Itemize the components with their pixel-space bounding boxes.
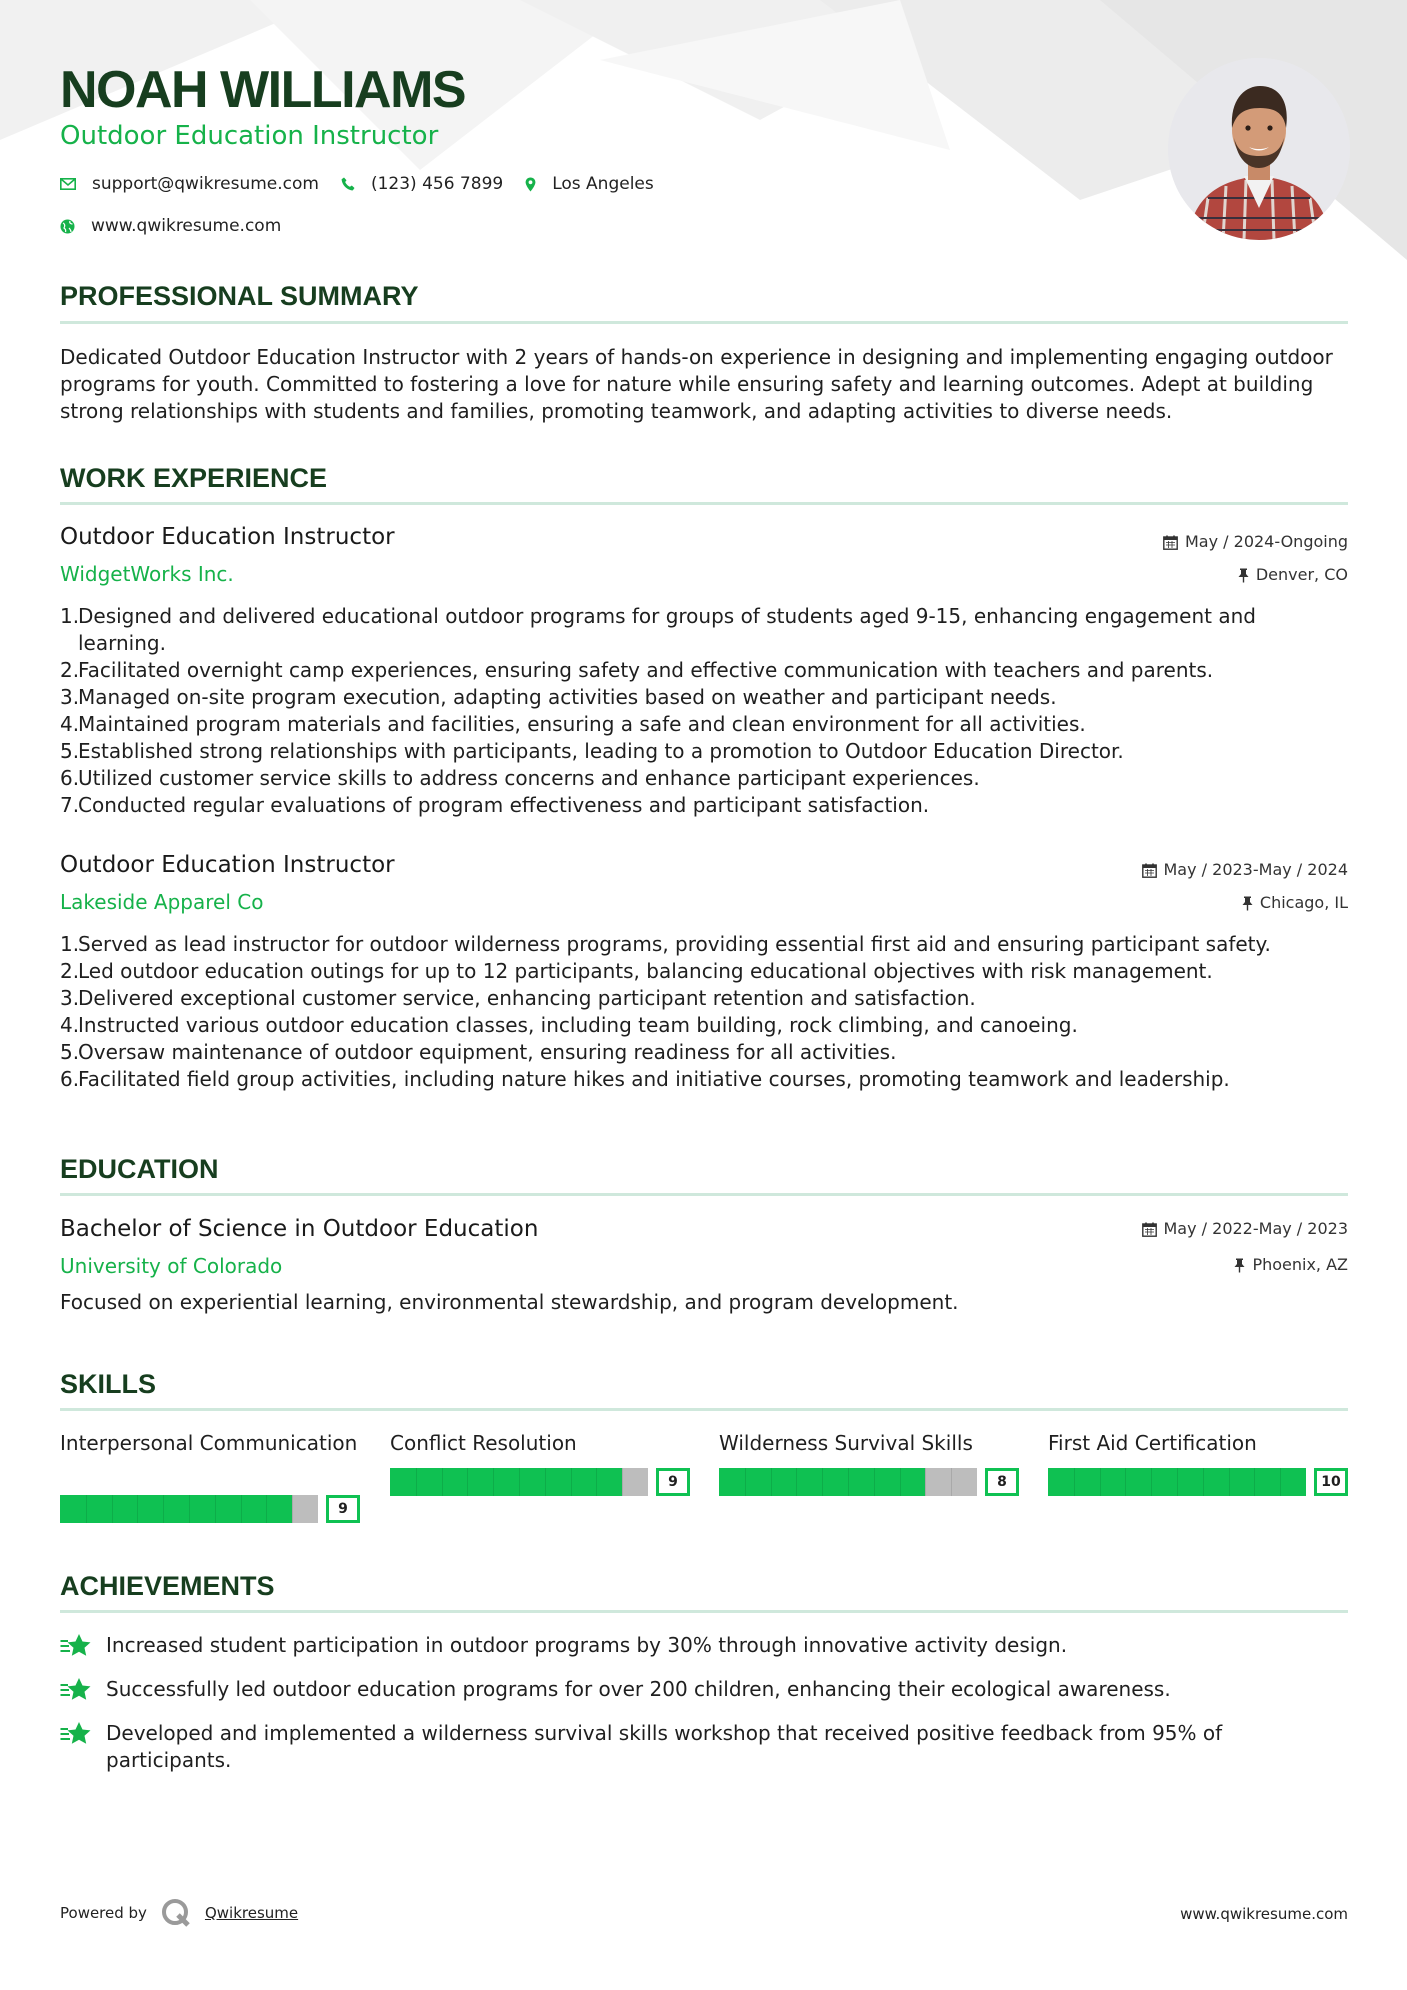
footer-website[interactable]: www.qwikresume.com [1180, 1905, 1348, 1923]
summary-heading: PROFESSIONAL SUMMARY [60, 281, 419, 311]
skill-segment [137, 1495, 138, 1523]
skill-segment [1177, 1468, 1178, 1496]
skill-segment [796, 1468, 797, 1496]
job-dates [1142, 859, 1349, 881]
skill-segment [519, 1468, 520, 1496]
list-item: 1. Designed and delivered educational outdoor programs for groups of students aged 9-15, enhancing engagement and learning. [60, 604, 1256, 655]
candidate-role: Outdoor Education Instructor [60, 121, 439, 151]
school-name: University of Colorado [60, 1254, 283, 1278]
list-item: 7. Conducted regular evaluations of program effectiveness and participant satisfaction. [60, 793, 930, 817]
skill-segment [1280, 1468, 1281, 1496]
education-heading: EDUCATION [60, 1154, 219, 1184]
degree-title: Bachelor of Science in Outdoor Education [60, 1216, 539, 1242]
job-title: Outdoor Education Instructor [60, 524, 395, 550]
pushpin-icon [1242, 896, 1253, 911]
list-item: 1. Served as lead instructor for outdoor wilderness programs, providing essential first aid and ensuring participant safety. [60, 932, 1271, 956]
skill-segment [1125, 1468, 1126, 1496]
envelope-icon [60, 178, 76, 190]
education-location-text: Phoenix, AZ [1252, 1255, 1348, 1274]
candidate-name: NOAH WILLIAMS [60, 61, 466, 119]
skill-segment [900, 1468, 901, 1496]
skill-segment [951, 1468, 952, 1496]
skill-level-bar [60, 1495, 360, 1523]
list-item: 5. Oversaw maintenance of outdoor equipment, ensuring readiness for all activities. [60, 1040, 897, 1064]
skill-segment [189, 1495, 190, 1523]
skill-fill [390, 1468, 622, 1496]
skill-segment [848, 1468, 849, 1496]
footer-powered-by [60, 1898, 298, 1928]
achievement-text: Successfully led outdoor education programs for over 200 children, enhancing their ecological awareness. [106, 1677, 1171, 1701]
skill-segment [1229, 1468, 1230, 1496]
profile-photo [1168, 58, 1350, 240]
skill-score: 9 [656, 1468, 690, 1496]
skill-segment [925, 1468, 926, 1496]
skill-segment [467, 1468, 468, 1496]
skill-item [390, 1430, 690, 1490]
skill-segment [215, 1495, 216, 1523]
achievement-item [60, 1676, 1348, 1703]
skill-segment [1254, 1468, 1255, 1496]
company-name: WidgetWorks Inc. [60, 562, 234, 586]
section-divider [60, 1408, 1348, 1411]
skill-segment [112, 1495, 113, 1523]
skill-segment [416, 1468, 417, 1496]
contact-row [60, 172, 676, 196]
achievement-text: Increased student participation in outdoor programs by 30% through innovative activity design. [106, 1633, 1068, 1657]
list-item: 3. Managed on-site program execution, adapting activities based on weather and participant needs. [60, 685, 1057, 709]
skill-level-bar [719, 1468, 1019, 1496]
education-dates-text: May / 2022-May / 2023 [1163, 1219, 1348, 1238]
job-location [1242, 892, 1348, 914]
job-location [1238, 564, 1348, 586]
job-dates [1163, 531, 1348, 553]
skill-score: 8 [985, 1468, 1019, 1496]
experience-heading: WORK EXPERIENCE [60, 463, 328, 493]
summary-text: Dedicated Outdoor Education Instructor with 2 years of hands-on experience in designing and implementing engaging outdoor programs for youth. Committed to fostering a love for nature while ensuring safety and learning outcomes. Adept at building strong relationships with students and families, promoting teamwork, and adapting activities to diverse needs. [60, 345, 1333, 423]
skill-segment [622, 1468, 623, 1496]
star-award-icon [60, 1721, 92, 1747]
section-divider [60, 1193, 1348, 1196]
skills-heading: SKILLS [60, 1369, 157, 1399]
skill-segment [266, 1495, 267, 1523]
powered-by-label: Powered by [60, 1904, 147, 1922]
job-dates-text: May / 2024-Ongoing [1185, 532, 1348, 551]
skill-name: Wilderness Survival Skills [719, 1431, 973, 1455]
skill-segment [163, 1495, 164, 1523]
education-dates [1142, 1218, 1349, 1240]
skill-segment [745, 1468, 746, 1496]
list-item: 4. Maintained program materials and facilities, ensuring a safe and clean environment for all activities. [60, 712, 1086, 736]
job-dates-text: May / 2023-May / 2024 [1163, 860, 1348, 879]
skill-score: 9 [326, 1495, 360, 1523]
job-responsibilities [60, 603, 1348, 819]
skill-score: 10 [1314, 1468, 1348, 1496]
skill-segment [86, 1495, 87, 1523]
list-item: 3. Delivered exceptional customer service, enhancing participant retention and satisfaction. [60, 986, 976, 1010]
skill-segment [571, 1468, 572, 1496]
section-divider [60, 321, 1348, 324]
section-divider [60, 502, 1348, 505]
company-name: Lakeside Apparel Co [60, 890, 264, 914]
skill-segment [874, 1468, 875, 1496]
achievement-item [60, 1720, 1348, 1774]
skill-level-bar [1048, 1468, 1348, 1496]
map-pin-icon [525, 177, 536, 192]
globe-icon [60, 219, 75, 234]
list-item: 5. Established strong relationships with participants, leading to a promotion to Outdoor Education Director. [60, 739, 1124, 763]
pushpin-icon [1234, 1258, 1245, 1273]
skill-segment [1203, 1468, 1204, 1496]
skill-segment [292, 1495, 293, 1523]
job-location-text: Denver, CO [1255, 565, 1348, 584]
skill-segment [1151, 1468, 1152, 1496]
list-item: 2. Led outdoor education outings for up to 12 participants, balancing educational objectives with risk management. [60, 959, 1213, 983]
contact-email[interactable] [60, 174, 319, 194]
skill-fill [60, 1495, 292, 1523]
qwikresume-logo-icon [161, 1898, 191, 1928]
skill-name: Interpersonal Communication [60, 1431, 358, 1455]
education-description: Focused on experiential learning, environmental stewardship, and program development. [60, 1290, 959, 1314]
skill-segment [822, 1468, 823, 1496]
job-responsibilities [60, 931, 1348, 1093]
pushpin-icon [1238, 568, 1249, 583]
phone-icon [341, 177, 355, 191]
location-text: Los Angeles [552, 174, 654, 194]
job-title: Outdoor Education Instructor [60, 852, 395, 878]
skill-segment [545, 1468, 546, 1496]
list-item: 6. Facilitated field group activities, including nature hikes and initiative courses, promoting teamwork and leadership. [60, 1067, 1230, 1091]
contact-website[interactable] [60, 216, 281, 236]
website-text: www.qwikresume.com [91, 216, 282, 236]
skill-name: Conflict Resolution [390, 1431, 577, 1455]
education-location [1234, 1254, 1348, 1276]
skill-segment [493, 1468, 494, 1496]
list-item: 6. Utilized customer service skills to address concerns and enhance participant experiences. [60, 766, 980, 790]
calendar-icon [1163, 535, 1178, 550]
calendar-icon [1142, 863, 1157, 878]
job-location-text: Chicago, IL [1259, 893, 1348, 912]
list-item: 4. Instructed various outdoor education classes, including team building, rock climbing, and canoeing. [60, 1013, 1078, 1037]
skill-segment [771, 1468, 772, 1496]
skill-segment [596, 1468, 597, 1496]
skill-item [60, 1430, 360, 1517]
calendar-icon [1142, 1222, 1157, 1237]
skill-item [719, 1430, 1019, 1490]
skill-segment [442, 1468, 443, 1496]
section-divider [60, 1610, 1348, 1613]
contact-row-website [60, 214, 303, 238]
skill-name: First Aid Certification [1048, 1431, 1257, 1455]
skill-segment [1074, 1468, 1075, 1496]
skill-segment [1100, 1468, 1101, 1496]
contact-phone[interactable] [341, 174, 503, 194]
list-item: 2. Facilitated overnight camp experiences, ensuring safety and effective communication with teachers and parents. [60, 658, 1214, 682]
qwikresume-link[interactable]: Qwikresume [204, 1904, 299, 1922]
skill-level-bar [390, 1468, 690, 1496]
email-text: support@qwikresume.com [92, 174, 319, 194]
skill-segment [241, 1495, 242, 1523]
star-award-icon [60, 1677, 92, 1703]
contact-location [525, 174, 654, 194]
achievements-heading: ACHIEVEMENTS [60, 1571, 275, 1601]
achievement-text: Developed and implemented a wilderness survival skills workshop that received positive feedback from 95% of participants. [106, 1721, 1223, 1772]
phone-text: (123) 456 7899 [370, 174, 504, 194]
achievement-item [60, 1632, 1348, 1659]
skill-item [1048, 1430, 1348, 1490]
star-award-icon [60, 1633, 92, 1659]
